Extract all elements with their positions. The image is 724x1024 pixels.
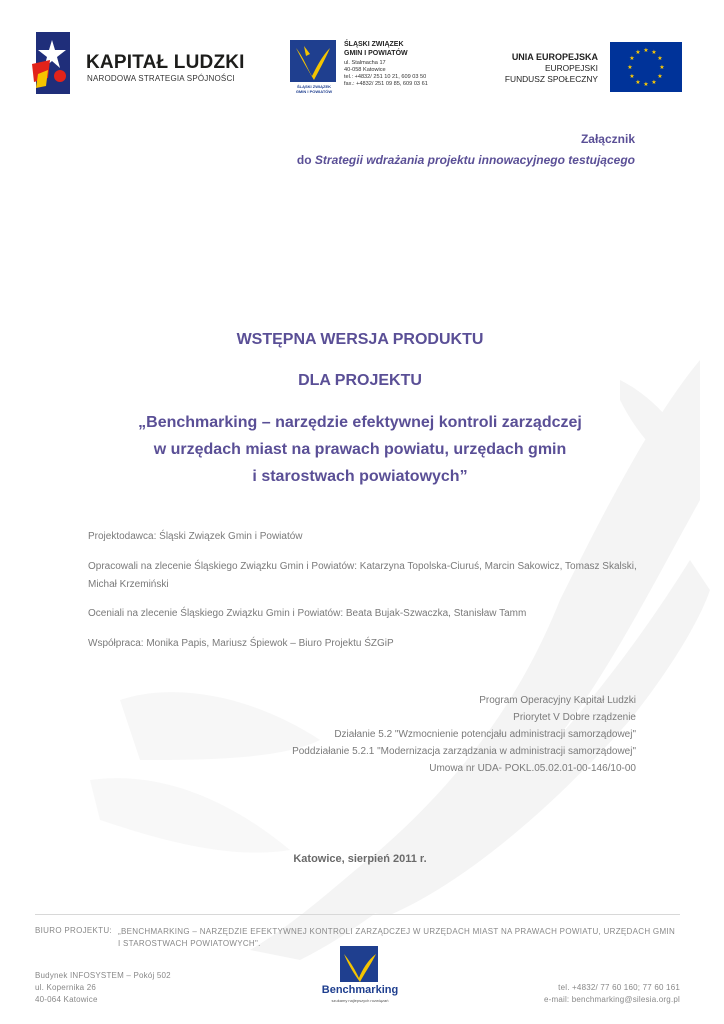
eu-label-line3: FUNDUSZ SPOŁECZNY [504,74,598,84]
project-applicant: Projektodawca: Śląski Związek Gmin i Powiatów [88,531,303,542]
place-and-date: Katowice, sierpień 2011 r. [293,853,427,865]
kapital-ludzki-subtitle: NARODOWA STRATEGIA SPÓJNOŚCI [87,74,235,83]
program-line: Priorytet V Dobre rządzenie [513,712,636,723]
eu-label-line2: EUROPEJSKI [544,63,598,73]
benchmarking-logo-name: Benchmarking [321,984,399,996]
footer-contact: tel. +4832/ 77 60 160; 77 60 161 e-mail: benchmarking@silesia.org.pl [440,982,680,1006]
kapital-ludzki-title: KAPITAŁ LUDZKI [86,52,245,73]
szgip-name: ŚLĄSKI ZWIĄZEK GMIN I POWIATÓW [344,41,408,57]
svg-text:★: ★ [635,79,641,86]
authors-paragraph: Opracowali na zlecenie Śląskiego Związku Gmin i Powiatów: Katarzyna Topolska-Ciuruś, Marcin Sakowicz, Tomasz Skalski, Michał Krzemiński [88,561,637,590]
program-line: Poddziałanie 5.2.1 "Modernizacja zarządzania w administracji samorządowej" [292,746,636,757]
svg-text:★: ★ [629,73,635,80]
svg-text:★: ★ [657,73,663,80]
kapital-ludzki-logo-icon [30,30,74,96]
annex-subtitle: do Strategii wdrażania projektu innowacyjnego testującego [296,153,635,167]
svg-text:★: ★ [629,55,635,62]
project-title: „Benchmarking – narzędzie efektywnej kontroli zarządczej w urzędach miast na prawach powiatu, urzędach gmin i starostwach powiatowych” [138,414,582,485]
annex-title: Załącznik [580,132,635,146]
szgip-address: ul. Stalmacha 17 40-058 Katowice tel.: +4832/ 251 10 21, 609 03 50 fax.: +4832/ 251 09 85, 609 03 61 [344,60,428,87]
program-line: Program Operacyjny Kapitał Ludzki [479,695,636,706]
szgip-logo-caption: ŚLĄSKI ZWIĄZEK GMIN I POWIATÓW [295,84,333,94]
benchmarking-logo-tagline: szukamy najlepszych rozwiązań [331,998,389,1003]
svg-text:★: ★ [643,47,649,54]
program-line: Działanie 5.2 "Wzmocnienie potencjału administracji samorządowej" [334,729,636,740]
eu-flag-icon [610,42,682,92]
footer-project-name: „BENCHMARKING – NARZĘDZIE EFEKTYWNEJ KONTROLI ZARZĄDCZEJ W URZĘDACH MIAST NA PRAWACH POWIATU, URZĘDACH GMIN I STAROSTWACH POWIATOWYCH". [118,927,676,948]
svg-text:★: ★ [657,55,663,62]
reviewers-paragraph: Oceniali na zlecenie Śląskiego Związku Gmin i Powiatów: Beata Bujak-Szwaczka, Stanisław Tamm [88,608,527,619]
footer-email-link[interactable]: e-mail: benchmarking@silesia.org.pl [543,995,680,1004]
svg-text:★: ★ [651,79,657,86]
svg-text:★: ★ [627,64,633,71]
program-line: Umowa nr UDA- POKL.05.02.01-00-146/10-00 [429,763,636,774]
eu-label-line1: UNIA EUROPEJSKA [511,52,598,62]
cooperation-paragraph: Współpraca: Monika Papis, Mariusz Śpiewok – Biuro Projektu ŚZGiP [88,638,394,649]
footer-label: BIURO PROJEKTU: [35,926,112,935]
svg-text:★: ★ [659,64,665,71]
svg-text:★: ★ [651,49,657,56]
footer-address: Budynek INFOSYSTEM – Pokój 502 ul. Kopernika 26 40-064 Katowice [35,971,171,1004]
footer-divider [35,914,680,915]
page-subtitle: DLA PROJEKTU [298,372,422,389]
svg-text:★: ★ [643,81,649,88]
page-title: WSTĘPNA WERSJA PRODUKTU [236,331,484,348]
benchmarking-logo-icon [334,944,384,986]
svg-text:★: ★ [635,49,641,56]
